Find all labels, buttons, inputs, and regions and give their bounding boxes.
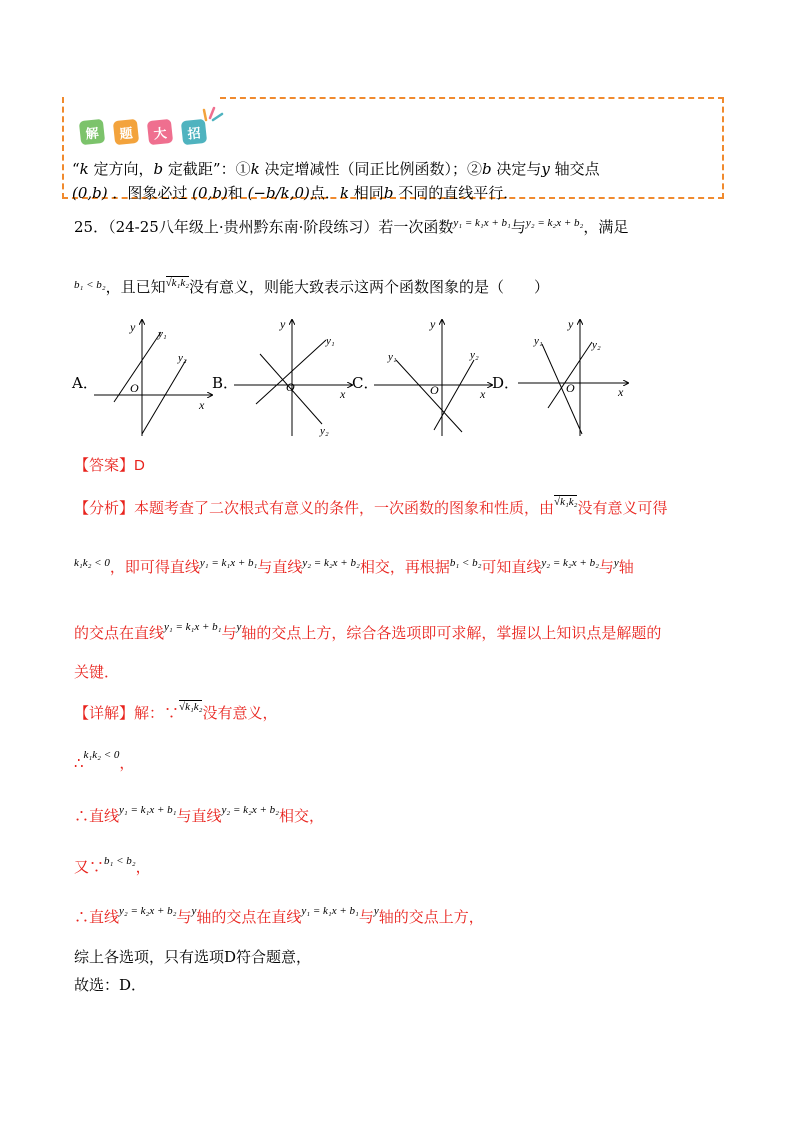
y2-label: y₂ [470, 349, 479, 361]
detail-text: ∴直线 [74, 807, 120, 825]
tips-text: 和 [227, 184, 248, 202]
detail-text: 与 [358, 908, 374, 926]
tips-text: 不同的直线平行． [393, 184, 519, 202]
var-k: k [250, 160, 260, 178]
var-b: b [153, 160, 164, 178]
analysis-text: 与直线 [257, 558, 303, 576]
y-axis-label: y [130, 320, 136, 334]
point-expr: (0,b) [72, 184, 108, 202]
point-expr: (0,b) [192, 184, 228, 202]
detail-text: 轴的交点上方， [378, 908, 484, 926]
option-a-label[interactable]: A． [72, 374, 98, 392]
condition-k1k2: k₁k₂ < 0 [74, 557, 110, 569]
origin-label: O [566, 381, 575, 395]
question-text: 与 [510, 218, 526, 236]
y-axis-label: y [568, 317, 574, 331]
line-y1 [396, 360, 462, 432]
analysis-text: 相交，再根据 [359, 558, 450, 576]
option-c-label[interactable]: C． [352, 374, 379, 392]
detail-final-choice: 故选：D． [74, 976, 147, 994]
detail-line-2 [74, 749, 135, 773]
option-b-label[interactable]: B． [212, 374, 239, 392]
analysis-text: 关键． [74, 663, 120, 681]
var-y: y [541, 160, 550, 178]
y-axis-label: y [430, 317, 436, 331]
point-expr: (−b/k,0) [247, 184, 310, 202]
analysis-text: ，即可得直线 [109, 558, 200, 576]
question-line-2 [74, 276, 549, 297]
detail-line-6 [74, 946, 311, 967]
var-y: y [373, 905, 379, 917]
analysis-text: 轴 [618, 558, 634, 576]
var-y: y [236, 621, 242, 633]
origin-label: O [430, 383, 439, 397]
graph-c [374, 316, 494, 441]
detail-text: 与 [176, 908, 192, 926]
analysis-text: 与 [221, 624, 237, 642]
analysis-text: 与 [598, 558, 614, 576]
detail-text: 解：∵ [134, 704, 180, 722]
question-text: 没有意义，则能大致表示这两个函数图象的是（ ） [189, 278, 550, 296]
line-y2 [548, 342, 592, 408]
answer-label: 【答案】 [74, 456, 135, 474]
sqrt-k1k2: √k₁k₂ [554, 496, 578, 508]
var-b: b [481, 160, 492, 178]
y2-label: y₂ [592, 339, 601, 351]
sparkle-icon [200, 102, 226, 122]
analysis-text: 的交点在直线 [74, 624, 165, 642]
var-y: y [191, 905, 197, 917]
analysis-text: 没有意义可得 [577, 499, 668, 517]
answer-value: D [134, 457, 145, 474]
y2-label: y₂ [178, 352, 187, 364]
badge-tile-4: 招 [181, 119, 207, 145]
formula-y1: y₁ = k₁x + b₁ [164, 621, 222, 633]
tips-text: 相同 [349, 184, 384, 202]
question-text: ，满足 [583, 218, 629, 236]
detail-text: 相交， [278, 807, 324, 825]
x-axis-label: x [340, 387, 346, 401]
detail-text: 又∵ [74, 858, 105, 876]
sqrt-k1k2: √k₁k₂ [179, 701, 203, 713]
y1-label: y₁ [388, 351, 397, 363]
options-row [70, 316, 710, 441]
condition-b1-b2: b₁ < b₂ [449, 557, 482, 569]
formula-y2: y₂ = k₂x + b₂ [302, 557, 360, 569]
answer-line [74, 454, 145, 475]
detail-label: 【详解】 [74, 704, 135, 722]
question-text: ，且已知 [105, 278, 166, 296]
tips-text: 点． [309, 184, 340, 202]
var-k: k [339, 184, 350, 202]
graph-d [514, 316, 634, 441]
detail-line-1 [74, 702, 278, 723]
tips-text: 轴交点 [549, 160, 600, 178]
analysis-line-2 [74, 556, 634, 577]
formula-y1: y₁ = k₁x + b₁ [453, 217, 511, 229]
condition-k1k2: k₁k₂ < 0 [83, 749, 120, 761]
x-axis-label: x [199, 398, 205, 412]
line-y1 [256, 340, 326, 404]
detail-text: 轴的交点在直线 [196, 908, 302, 926]
question-line-1 [74, 216, 628, 237]
formula-y1: y₁ = k₁x + b₁ [199, 557, 258, 569]
detail-line-7 [74, 974, 146, 995]
graph-b [234, 316, 354, 441]
detail-text: ， [119, 754, 135, 772]
analysis-line-4 [74, 661, 119, 682]
detail-text: 与直线 [176, 807, 222, 825]
detail-line-4 [74, 856, 151, 877]
line-y2 [142, 360, 186, 434]
y1-label: y₁ [326, 335, 335, 347]
badge-tile-3: 大 [147, 119, 173, 145]
detail-conclusion: 综上各选项，只有选项D符合题意， [74, 948, 312, 966]
y1-label: y₁ [534, 335, 543, 347]
origin-label: O [130, 381, 139, 395]
y-axis-label: y [280, 317, 286, 331]
graph-a [94, 316, 214, 441]
formula-y2: y₂ = k₂x + b₂ [541, 557, 599, 569]
formula-y1: y₁ = k₁x + b₁ [119, 804, 177, 816]
tips-text: 决定与 [491, 160, 542, 178]
question-source: （24-25八年级上·贵州黔东南·阶段练习）若一次函数 [108, 218, 454, 236]
tips-text: 定截距”：① [163, 160, 251, 178]
tips-text: 决定增减性（同正比例函数）；② [259, 160, 482, 178]
analysis-text: 可知直线 [481, 558, 542, 576]
condition-b1-b2: b₁ < b₂ [74, 279, 106, 291]
detail-text: ∴直线 [74, 908, 120, 926]
detail-line-5 [74, 906, 484, 927]
analysis-text: 轴的交点上方，综合各选项即可求解，掌握以上知识点是解题的 [241, 624, 662, 642]
detail-line-3 [74, 805, 324, 826]
tips-badge [74, 108, 224, 152]
tips-line-2 [72, 180, 518, 207]
formula-y2: y₂ = k₂x + b₂ [119, 905, 177, 917]
line-y1 [542, 344, 582, 434]
y1-label: y₁ [158, 328, 167, 340]
tips-text: 定方向， [88, 160, 154, 178]
question-number: 25． [74, 218, 109, 236]
tips-box-top-border [220, 97, 724, 99]
formula-y2: y₂ = k₂x + b₂ [525, 217, 584, 229]
formula-y1: y₁ = k₁x + b₁ [301, 905, 359, 917]
line-y2 [434, 360, 474, 430]
sqrt-k1k2: √k₁k₂ [165, 277, 190, 289]
analysis-line-3 [74, 622, 661, 643]
y2-label: y₂ [320, 425, 329, 437]
var-k: k [79, 160, 89, 178]
option-d-label[interactable]: D． [492, 374, 520, 392]
analysis-line-1 [74, 497, 668, 518]
badge-tile-1: 解 [79, 119, 105, 145]
tips-line-1 [72, 156, 600, 183]
tips-text: ．图象必过 [107, 184, 193, 202]
x-axis-label: x [618, 385, 624, 399]
detail-text: ， [135, 858, 151, 876]
var-b: b [383, 184, 394, 202]
badge-tile-2: 题 [113, 119, 139, 145]
formula-y2: y₂ = k₂x + b₂ [221, 804, 279, 816]
x-axis-label: x [480, 387, 486, 401]
var-y: y [613, 557, 619, 569]
analysis-label: 【分析】 [74, 499, 135, 517]
analysis-text: 本题考查了二次根式有意义的条件，一次函数的图象和性质，由 [134, 499, 555, 517]
origin-label: O [286, 380, 295, 394]
detail-text: ∴ [74, 754, 84, 772]
condition-b1-b2: b₁ < b₂ [104, 855, 136, 867]
quote-open: “ [72, 160, 80, 178]
detail-text: 没有意义， [202, 704, 278, 722]
